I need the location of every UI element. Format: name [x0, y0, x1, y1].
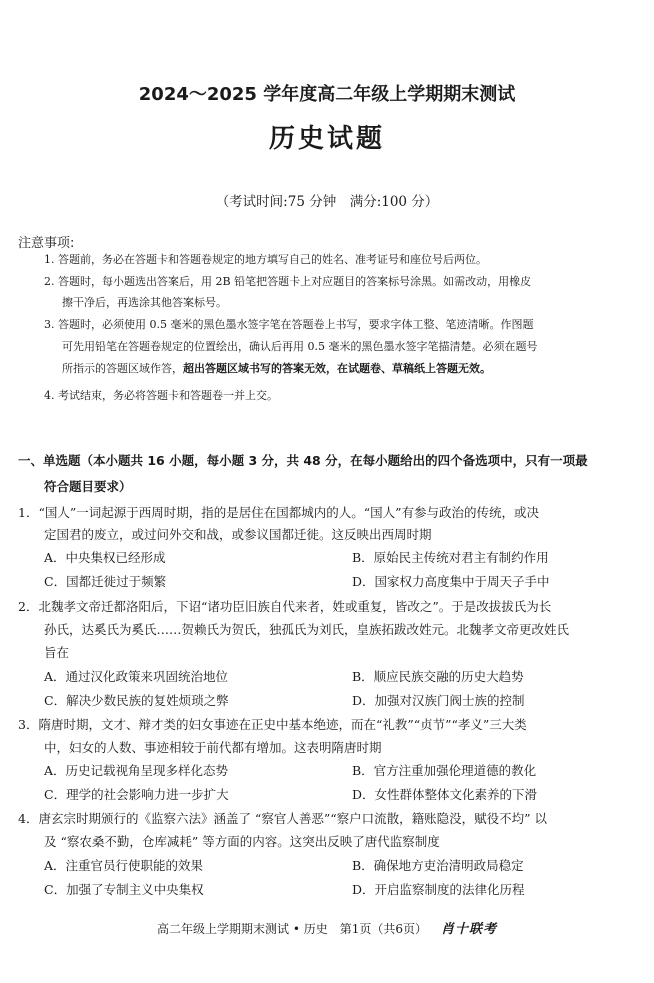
question-text: 唐玄宗时期颁行的《监察六法》涵盖了 “察官人善恶”“察户口流散，籍账隐没，赋役不均” 以: [38, 811, 547, 826]
question-2-option-c: C．解决少数民族的复姓烦琐之弊: [44, 693, 229, 708]
question-1-option-c: C．国都迁徙过于频繁: [44, 574, 167, 589]
question-number: 3．: [18, 717, 39, 732]
notice-item-3-warning: 超出答题区域书写的答案无效，在试题卷、草稿纸上答题无效。: [183, 362, 491, 375]
question-number: 1．: [18, 505, 39, 520]
question-1-option-d: D．国家权力高度集中于周天子手中: [352, 574, 550, 589]
question-4-option-a: A．注重官员行使职能的效果: [44, 858, 204, 873]
question-3-option-c: C．理学的社会影响力进一步扩大: [44, 787, 229, 802]
question-text: 隋唐时期，文才、辩才类的妇女事迹在正史中基本绝迹，而在“礼教”“贞节”“孝义”三大类: [38, 717, 527, 732]
notice-item-text: 答题时，每小题选出答案后，用 2B 铅笔把答题卡上对应题目的答案标号涂黑。如需改动，用橡皮: [58, 275, 532, 288]
question-2-option-b: B．顺应民族交融的历史大趋势: [352, 669, 524, 684]
exam-info: （考试时间:75 分钟 满分:100 分）: [215, 194, 439, 210]
question-3-stem: [18, 714, 527, 736]
notice-item-text: 答题前，务必在答题卡和答题卷规定的地方填写自己的姓名、准考证号和座位号后两位。: [58, 253, 487, 266]
question-1-stem: [18, 502, 539, 524]
question-3-option-d: D．女性群体整体文化素养的下滑: [352, 787, 538, 802]
notice-item-number: 2.: [44, 275, 55, 288]
notice-item-4: [44, 385, 278, 406]
publisher-stamp: 肖十联考: [440, 922, 497, 937]
notice-item-3-last: [62, 358, 491, 379]
notice-item-3-cont: 可先用铅笔在答题卷规定的位置绘出，确认后再用 0.5 毫米的黑色墨水签字笔描清楚。必须在题号: [62, 340, 538, 353]
question-3-stem-cont: 中，妇女的人数、事迹相较于前代都有增加。这表明隋唐时期: [44, 740, 382, 755]
section-heading-cont: 符合题目要求）: [44, 479, 132, 494]
notice-item-text: 考试结束，务必将答题卡和答题卷一并上交。: [58, 389, 278, 402]
question-2-stem-cont2: 旨在: [44, 645, 70, 660]
subject-title: 历史试题: [268, 124, 385, 154]
question-text: “国人”一词起源于西周时期，指的是居住在国都城内的人。“国人”有参与政治的传统，或决: [38, 505, 540, 520]
notice-item-number: 4.: [44, 389, 55, 402]
page-footer: [0, 918, 654, 937]
notice-heading: 注意事项:: [18, 236, 75, 251]
question-number: 4．: [18, 811, 39, 826]
notice-item-number: 3.: [44, 318, 55, 331]
question-number: 2．: [18, 599, 39, 614]
question-2-stem: [18, 596, 551, 618]
question-2-option-d: D．加强对汉族门阀士族的控制: [352, 693, 525, 708]
section-heading: 一、单选题（本小题共 16 小题，每小题 3 分，共 48 分，在每小题给出的四个备选项中，只有一项最: [18, 453, 588, 468]
question-2-option-a: A．通过汉化政策来巩固统治地位: [44, 669, 229, 684]
question-text: 北魏孝文帝迁都洛阳后，下诏“诸功臣旧族自代来者，姓或重复，皆改之”。于是改拔拔氏为长: [38, 599, 552, 614]
notice-item-3: [44, 314, 533, 335]
notice-item-2: [44, 271, 531, 292]
notice-item-3-prefix: 所指示的答题区域作答，: [62, 362, 183, 375]
notice-item-number: 1.: [44, 253, 55, 266]
notice-item-text: 答题时，必须使用 0.5 毫米的黑色墨水签字笔在答题卷上书写，要求字体工整、笔迹清晰。作图题: [58, 318, 534, 331]
question-4-stem-cont: 及 “察农桑不勤，仓库减耗” 等方面的内容。这突出反映了唐代监察制度: [44, 834, 440, 849]
exam-title: 2024～2025 学年度高二年级上学期期末测试: [138, 84, 516, 105]
question-4-option-d: D．开启监察制度的法律化历程: [352, 882, 525, 897]
question-3-option-b: B．官方注重加强伦理道德的教化: [352, 763, 537, 778]
question-4-option-b: B．确保地方吏治清明政局稳定: [352, 858, 524, 873]
notice-item-1: [44, 249, 487, 270]
question-4-option-c: C．加强了专制主义中央集权: [44, 882, 204, 897]
question-3-option-a: A．历史记载视角呈现多样化态势: [44, 763, 229, 778]
question-1-option-b: B．原始民主传统对君主有制约作用: [352, 550, 549, 565]
question-1-option-a: A．中央集权已经形成: [44, 550, 166, 565]
footer-text: 高二年级上学期期末测试 • 历史 第1页（共6页）: [157, 922, 427, 936]
notice-item-2-cont: 擦干净后，再选涂其他答案标号。: [62, 296, 227, 309]
question-4-stem: [18, 808, 547, 830]
question-1-stem-cont: 定国君的废立，或过问外交和战，或参议国都迁徙。这反映出西周时期: [44, 527, 432, 542]
question-2-stem-cont: 孙氏，达奚氏为奚氏……贺赖氏为贺氏，独孤氏为刘氏，皇族拓跋改姓元。北魏孝文帝更改姓氏: [44, 622, 570, 637]
